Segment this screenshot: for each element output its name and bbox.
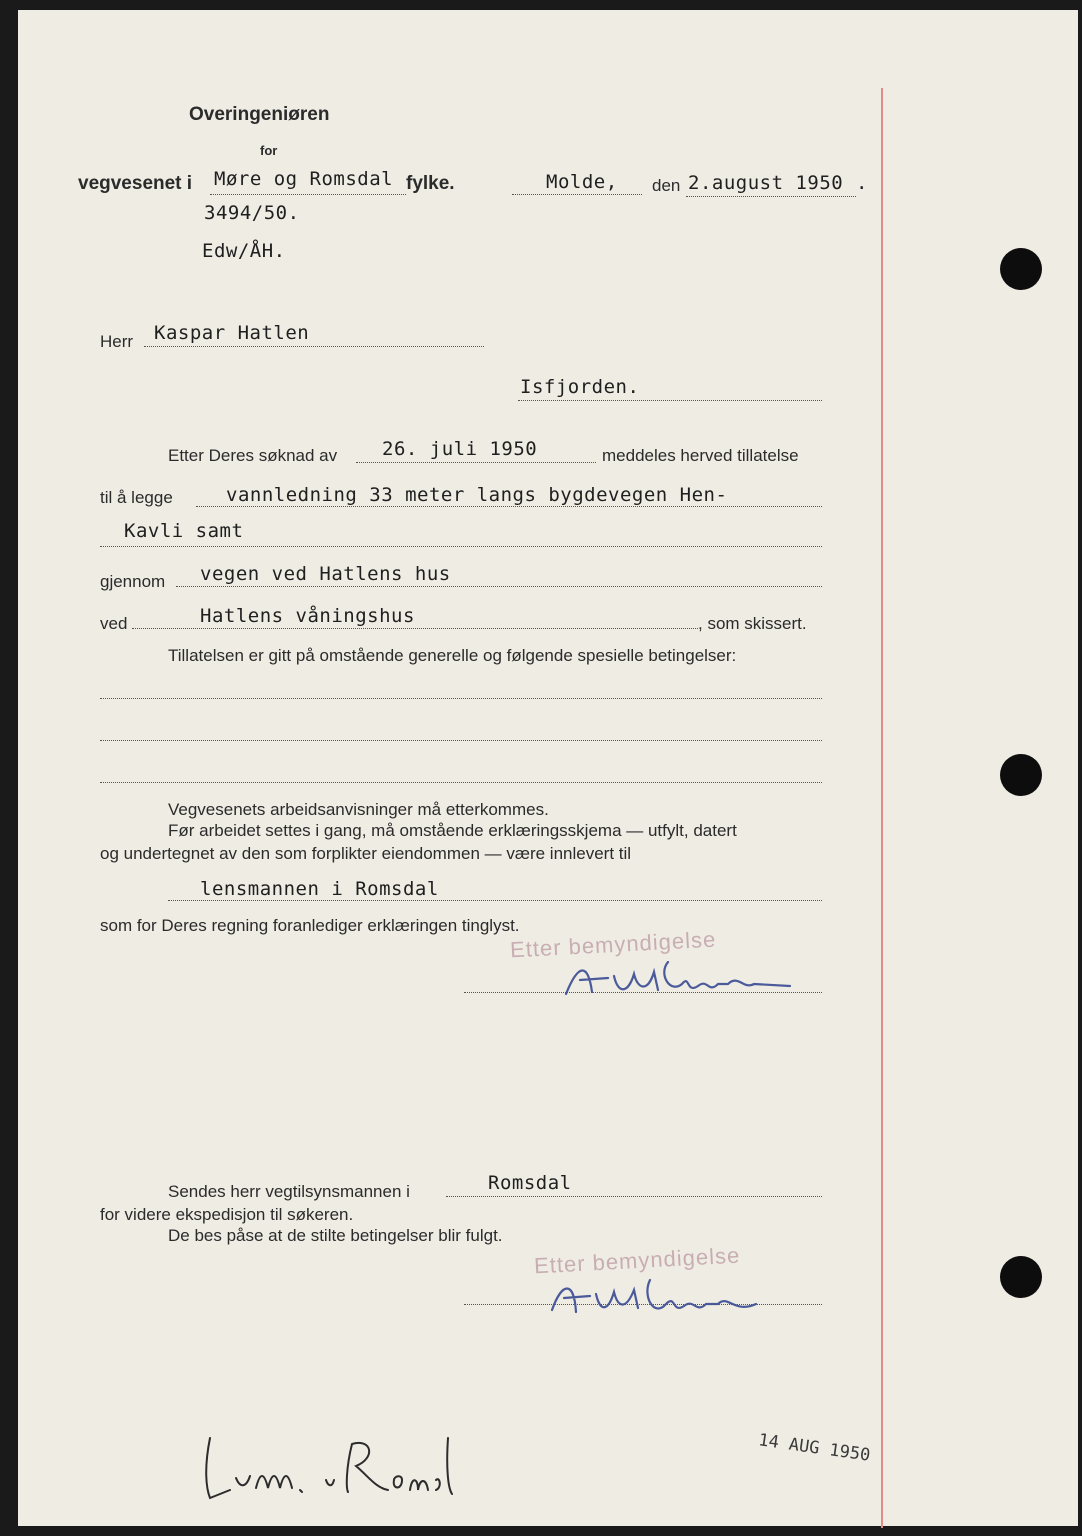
instruction-1: Vegvesenets arbeidsanvisninger må etterkommes. <box>168 800 549 819</box>
signature-2 <box>546 1274 786 1330</box>
meddeles-text: meddeles herved tillatelse <box>602 446 799 465</box>
instruction-2: Før arbeidet settes i gang, må omstående erklæringsskjema — utfylt, datert <box>168 821 737 840</box>
header-county: Møre og Romsdal <box>214 168 394 190</box>
purpose-line-1-rule <box>196 506 822 507</box>
signature-1 <box>558 954 798 1006</box>
recipient-address: Isfjorden. <box>520 376 640 398</box>
header-date: 2.august 1950 <box>688 172 844 194</box>
header-den: den <box>652 176 681 195</box>
address-line <box>518 400 822 401</box>
punch-hole-top <box>1000 248 1042 290</box>
header-date-period: . <box>856 172 868 194</box>
til-label: til å legge <box>100 488 173 507</box>
conditions-rule-2 <box>100 740 822 741</box>
margin-rule <box>881 88 883 1528</box>
purpose-line-2-rule <box>100 546 822 547</box>
purpose-line-1: vannledning 33 meter langs bygdevegen Hen- <box>226 484 728 506</box>
document-page <box>18 10 1078 1526</box>
county-line <box>210 194 406 195</box>
header-place: Molde, <box>546 171 618 193</box>
punch-hole-bottom <box>1000 1256 1042 1298</box>
conditions-intro: Tillatelsen er gitt på omstående generelle og følgende spesielle betingelser: <box>168 646 737 665</box>
gjennom-value: vegen ved Hatlens hus <box>200 563 451 585</box>
conditions-rule-3 <box>100 782 822 783</box>
lensmann-rule <box>168 900 822 901</box>
application-date: 26. juli 1950 <box>382 438 538 460</box>
ved-rule <box>132 628 698 629</box>
gjennom-label: gjennom <box>100 572 166 591</box>
handwritten-note <box>196 1428 466 1506</box>
lensmann-value: lensmannen i Romsdal <box>200 878 439 900</box>
ved-value: Hatlens våningshus <box>200 605 415 627</box>
received-date-stamp: 14 AUG 1950 <box>757 1430 872 1466</box>
header-for: for <box>260 143 278 158</box>
reference-initials: Edw/ÅH. <box>202 240 286 262</box>
herr-label: Herr <box>100 332 134 351</box>
place-line <box>512 194 642 195</box>
authority-stamp-2: Etter bemyndigelse <box>533 1242 741 1279</box>
signature-1-rule <box>464 992 822 993</box>
instruction-4: som for Deres regning foranlediger erklæringen tinglyst. <box>100 916 520 935</box>
reference-number: 3494/50. <box>204 202 300 224</box>
recipient-line <box>144 346 484 347</box>
header-title: Overingeniøren <box>189 104 330 125</box>
instruction-3: og undertegnet av den som forplikter eiendommen — være innlevert til <box>100 844 632 863</box>
etter-label: Etter Deres søknad av <box>168 446 338 465</box>
signature-2-rule <box>464 1304 822 1305</box>
district-rule <box>446 1196 822 1197</box>
recipient-name: Kaspar Hatlen <box>154 322 310 344</box>
footer-line-3: De bes påse at de stilte betingelser blir fulgt. <box>168 1226 503 1245</box>
som-skissert: , som skissert. <box>698 614 807 633</box>
conditions-rule-1 <box>100 698 822 699</box>
header-vegvesenet: vegvesenet i <box>78 173 193 194</box>
district-value: Romsdal <box>488 1172 572 1194</box>
punch-hole-middle <box>1000 754 1042 796</box>
ved-label: ved <box>100 614 128 633</box>
sendes-label: Sendes herr vegtilsynsmannen i <box>168 1182 410 1201</box>
header-fylke: fylke. <box>406 173 455 194</box>
gjennom-rule <box>176 586 822 587</box>
footer-line-2: for videre ekspedisjon til søkeren. <box>100 1205 354 1224</box>
date-line <box>686 196 856 197</box>
purpose-line-2: Kavli samt <box>124 520 244 542</box>
authority-stamp-1: Etter bemyndigelse <box>509 926 717 963</box>
application-date-line <box>356 462 596 463</box>
